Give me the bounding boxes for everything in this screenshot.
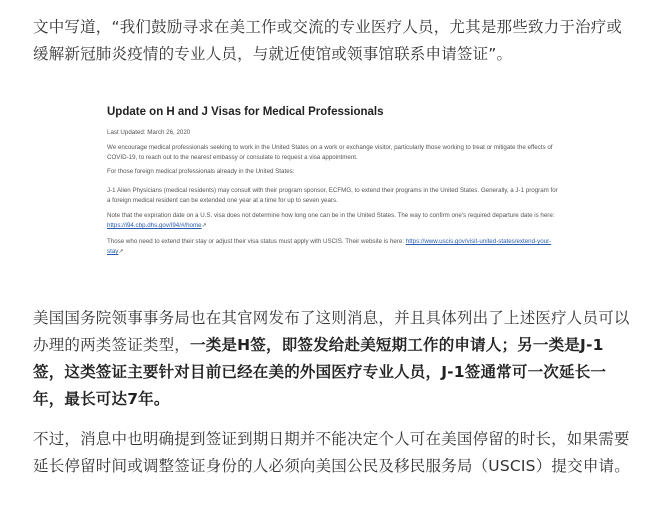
screenshot-title: Update on H and J Visas for Medical Professionals xyxy=(107,106,384,118)
screenshot-p4 xyxy=(107,211,562,231)
embedded-screenshot xyxy=(95,95,575,275)
screenshot-p3: J-1 Alien Physicians (medical residents) may consult with their program sponsor, ECFMG, to extend their programs in the United States. Generally, a J-1 program for a foreign medical resident can be extended one year at a time for up to seven years. xyxy=(107,187,558,204)
screenshot-p1: We encourage medical professionals seeking to work in the United States on a work or exchange visitor, particularly those working to treat or mitigate the effects of COVID-19, to reach out to the nearest embassy or consulate to request a visa appointment. xyxy=(107,144,553,161)
paragraph-2-text: 美国国务院领事事务局也在其官网发布了这则消息，并且具体列出了上述医疗人员可以办理的两类签证类型， xyxy=(33,309,630,354)
screenshot-updated: Last Updated: March 26, 2020 xyxy=(107,129,191,136)
paragraph-1: 文中写道，“我们鼓励寻求在美工作或交流的专业医疗人员，尤其是那些致力于治疗或缓解新冠肺炎疫情的专业人员，与就近使馆或领事馆联系申请签证”。 xyxy=(33,18,623,63)
screenshot-p5-text: Those who need to extend their stay or adjust their visa status must apply with USCIS. Their website is here: xyxy=(107,238,406,245)
screenshot-p5 xyxy=(107,237,562,257)
i94-link[interactable]: https://i94.cbp.dhs.gov/I94/#/home xyxy=(107,222,202,229)
paragraph-2 xyxy=(33,305,633,413)
screenshot-p2: For those foreign medical professionals already in the United States: xyxy=(107,168,295,175)
paragraph-3: 不过，消息中也明确提到签证到期日期并不能决定个人可在美国停留的时长，如果需要延长停留时间或调整签证身份的人必须向美国公民及移民服务局（USCIS）提交申请。 xyxy=(33,430,630,475)
paragraph-2-bold: 一类是H签，即签发给赴美短期工作的申请人；另一类是J-1签，这类签证主要针对目前已经在美的外国医疗专业人员，J-1签通常可一次延长一年，最长可达7年。 xyxy=(33,336,607,408)
screenshot-p4-text: Note that the expiration date on a U.S. visa does not determine how long one can be in the United States. The way to confirm one's required departure date is here: xyxy=(107,212,555,219)
external-link-icon: ↗ xyxy=(118,248,124,255)
uscis-link[interactable]: https://www.uscis.gov/visit-united-states/extend-your-stay xyxy=(107,238,552,255)
external-link-icon: ↗ xyxy=(201,222,207,229)
